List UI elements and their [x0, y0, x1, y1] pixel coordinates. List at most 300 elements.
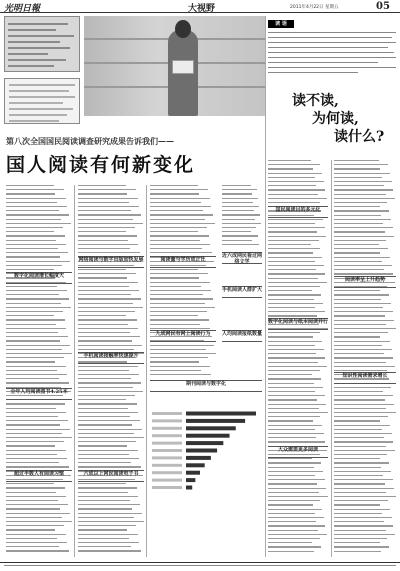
text-line [222, 185, 251, 186]
left-table [4, 78, 80, 124]
text-line [6, 454, 57, 455]
text-line [6, 244, 66, 245]
text-line [6, 332, 58, 333]
text-line [6, 374, 67, 375]
text-line [78, 269, 126, 270]
text-line [78, 429, 142, 430]
text-line [78, 315, 126, 316]
text-line [334, 252, 380, 253]
bar-label [152, 412, 182, 415]
subhead-14: 数字化阅读与纸本阅读并行 [268, 318, 328, 330]
text-line [268, 173, 322, 174]
text-line [78, 534, 138, 535]
book-icon [172, 60, 194, 74]
text-line [268, 525, 325, 526]
text-line [150, 223, 215, 224]
text-line [268, 517, 324, 518]
text-line [334, 336, 380, 337]
text-line [268, 362, 318, 363]
text-line [268, 387, 323, 388]
text-line [6, 198, 66, 199]
text-line [78, 248, 130, 249]
text-line [268, 252, 313, 253]
text-line [334, 517, 392, 518]
text-line [268, 240, 319, 241]
text-line [268, 282, 327, 283]
text-line [334, 458, 380, 459]
bar-label [152, 442, 182, 445]
text-line [268, 441, 325, 442]
text-line [334, 500, 388, 501]
text-line [334, 546, 389, 547]
text-line [150, 273, 208, 274]
text-line [334, 399, 385, 400]
text-line [78, 370, 129, 371]
text-line [268, 425, 322, 426]
text-line [268, 181, 324, 182]
text-line [334, 551, 381, 552]
text-line [268, 378, 321, 379]
text-line [268, 513, 315, 514]
text-line [334, 542, 380, 543]
slogan-line-2: 为何读, [312, 111, 359, 127]
text-line [78, 307, 143, 308]
text-line [268, 408, 319, 409]
text-line [334, 307, 383, 308]
reading-photo [84, 16, 266, 116]
text-line [6, 546, 59, 547]
text-line [6, 424, 60, 425]
text-line [334, 454, 387, 455]
text-line [334, 173, 390, 174]
text-line [268, 194, 318, 195]
text-line [150, 328, 210, 329]
text-line [150, 311, 207, 312]
text-line [334, 429, 382, 430]
bar [186, 441, 223, 445]
text-line [334, 425, 390, 426]
text-line [6, 500, 58, 501]
text-line [334, 219, 391, 220]
text-line [334, 185, 384, 186]
text-line [78, 412, 138, 413]
text-line [268, 383, 314, 384]
text-column-6 [334, 160, 396, 556]
text-line [78, 311, 135, 312]
text-line [78, 403, 137, 404]
text-line [6, 525, 64, 526]
text-line [6, 311, 63, 312]
text-line [334, 441, 393, 442]
text-line [78, 437, 144, 438]
text-line [268, 551, 314, 552]
text-line [6, 433, 62, 434]
text-line [6, 294, 59, 295]
text-line [268, 265, 324, 266]
text-line [268, 429, 315, 430]
text-line [78, 219, 133, 220]
text-line [78, 206, 139, 207]
text-line [78, 420, 140, 421]
text-line [150, 202, 201, 203]
text-line [334, 206, 380, 207]
text-line [6, 248, 58, 249]
bar-label [152, 456, 182, 459]
text-line [334, 261, 382, 262]
text-line [78, 244, 138, 245]
text-line [6, 315, 54, 316]
text-line [268, 496, 328, 497]
bar-label [152, 434, 182, 437]
subhead-1: 数字化阅读增长幅度大 [6, 272, 72, 284]
text-line [222, 198, 258, 199]
text-line [268, 219, 323, 220]
text-line [6, 521, 72, 522]
text-line [334, 509, 390, 510]
page-number: 05 [376, 1, 390, 12]
text-line [268, 286, 320, 287]
bar [186, 426, 236, 430]
text-line [334, 265, 392, 266]
text-line [6, 450, 66, 451]
text-line [6, 445, 55, 446]
text-line [268, 420, 313, 421]
text-line [334, 332, 388, 333]
subhead-3: 超过半数人有阅读习惯 [6, 470, 72, 482]
text-line [6, 517, 62, 518]
text-line [150, 294, 203, 295]
text-line [268, 202, 320, 203]
text-line [150, 252, 212, 253]
quote-box [268, 20, 396, 84]
text-line [268, 395, 325, 396]
subhead-8: 九成网民有网上阅读行为 [150, 330, 216, 342]
subhead-17: 知识性阅读需求增长 [334, 372, 396, 384]
text-line [6, 290, 67, 291]
text-line [6, 193, 55, 194]
text-line [150, 319, 209, 320]
bar-label [152, 464, 182, 467]
text-line [334, 387, 391, 388]
slogan-line-3: 读什么? [334, 129, 385, 145]
text-line [78, 298, 141, 299]
text-line [268, 374, 312, 375]
text-line [78, 454, 129, 455]
text-line [150, 210, 203, 211]
text-line [334, 303, 391, 304]
text-line [78, 252, 140, 253]
text-line [268, 278, 318, 279]
text-line [268, 231, 317, 232]
text-line [268, 307, 315, 308]
text-line [334, 345, 382, 346]
text-line [268, 370, 320, 371]
text-line [78, 324, 128, 325]
text-line [78, 391, 143, 392]
text-line [6, 437, 72, 438]
text-line [78, 290, 139, 291]
bar-label [152, 486, 182, 489]
subhead-2: 全年人均阅读图书4.25本 [6, 388, 72, 400]
text-line [78, 282, 138, 283]
text-line [6, 550, 69, 551]
text-line [6, 492, 56, 493]
text-line [334, 231, 385, 232]
text-line [334, 404, 394, 405]
text-column-2 [78, 185, 144, 555]
text-line [334, 194, 386, 195]
text-line [6, 336, 68, 337]
subhead-11: 人均阅读报纸数量 [222, 330, 262, 342]
text-line [6, 378, 59, 379]
text-line [6, 370, 57, 371]
text-line [268, 437, 316, 438]
text-line [268, 530, 318, 531]
text-line [222, 244, 259, 245]
text-line [334, 492, 386, 493]
text-line [334, 248, 388, 249]
text-line [6, 214, 69, 215]
text-line [6, 408, 56, 409]
text-line [150, 269, 198, 270]
text-line [334, 525, 393, 526]
text-line [6, 513, 70, 514]
text-line [78, 286, 129, 287]
text-line [334, 446, 386, 447]
text-line [78, 277, 127, 278]
text-line [334, 462, 389, 463]
text-line [268, 257, 322, 258]
text-line [78, 303, 133, 304]
text-line [268, 500, 320, 501]
text-line [268, 458, 312, 459]
text-line [150, 374, 211, 375]
text-line [334, 450, 395, 451]
text-line [334, 513, 382, 514]
text-line [268, 366, 327, 367]
text-line [334, 202, 387, 203]
text-line [150, 353, 216, 354]
text-line [150, 282, 210, 283]
text-line [222, 189, 257, 190]
text-line [334, 168, 380, 169]
text-line [6, 361, 55, 362]
text-line [78, 240, 128, 241]
text-line [334, 416, 388, 417]
text-line [6, 240, 56, 241]
text-line [268, 168, 313, 169]
section-title: 大视野 [188, 4, 216, 14]
text-line [222, 214, 260, 215]
text-line [150, 206, 211, 207]
text-line [78, 508, 132, 509]
subhead-16: 阅读率呈上升趋势 [334, 276, 396, 288]
text-line [78, 273, 136, 274]
text-line [268, 475, 315, 476]
text-line [78, 462, 131, 463]
text-line [6, 466, 69, 467]
text-line [268, 357, 325, 358]
bar [186, 456, 211, 460]
text-line [78, 408, 128, 409]
text-line [222, 231, 251, 232]
text-line [78, 538, 129, 539]
text-line [78, 483, 126, 484]
text-line [78, 517, 134, 518]
text-line [334, 420, 380, 421]
text-line [268, 227, 325, 228]
text-line [268, 303, 323, 304]
text-line [268, 349, 324, 350]
text-line [78, 450, 138, 451]
text-line [334, 189, 393, 190]
text-line [78, 374, 139, 375]
text-line [334, 320, 394, 321]
text-line [150, 345, 214, 346]
text-line [150, 193, 199, 194]
text-line [78, 227, 135, 228]
text-line [268, 492, 319, 493]
text-line [222, 202, 253, 203]
left-graphic-panel [4, 16, 80, 126]
text-line [6, 529, 55, 530]
bar-label [152, 471, 182, 474]
text-line [150, 219, 205, 220]
text-line [150, 240, 200, 241]
text-line [334, 315, 385, 316]
text-line [78, 492, 128, 493]
text-line [150, 189, 208, 190]
text-line [6, 441, 64, 442]
quote-label: 读 语 [268, 20, 294, 28]
text-line [150, 298, 213, 299]
text-line [78, 349, 134, 350]
text-line [78, 382, 141, 383]
text-line [150, 185, 198, 186]
text-line [78, 496, 138, 497]
bar [186, 434, 230, 438]
text-line [268, 236, 326, 237]
text-line [222, 210, 254, 211]
text-line [268, 273, 325, 274]
text-line [78, 542, 139, 543]
text-line [334, 467, 381, 468]
text-line [268, 534, 327, 535]
text-line [268, 198, 327, 199]
text-line [150, 366, 210, 367]
text-line [6, 534, 66, 535]
text-line [78, 214, 141, 215]
text-line [6, 185, 54, 186]
text-line [78, 198, 138, 199]
text-line [78, 193, 127, 194]
text-line [150, 227, 207, 228]
text-line [78, 458, 139, 459]
text-line [268, 315, 317, 316]
text-line [6, 227, 63, 228]
text-line [334, 521, 384, 522]
text-line [6, 256, 60, 257]
text-line [6, 353, 72, 354]
bar [186, 478, 195, 482]
masthead [0, 0, 400, 13]
text-line [222, 235, 258, 236]
text-line [268, 467, 314, 468]
text-line [6, 349, 62, 350]
text-line [78, 378, 131, 379]
text-line [78, 424, 132, 425]
bar [186, 463, 205, 467]
text-line [268, 483, 317, 484]
text-line [268, 311, 325, 312]
text-line [268, 433, 324, 434]
text-line [268, 509, 322, 510]
text-line [334, 483, 385, 484]
text-line [78, 550, 141, 551]
text-line [78, 202, 129, 203]
left-figure [4, 16, 80, 72]
text-line [268, 269, 316, 270]
text-line [268, 345, 315, 346]
text-line [268, 294, 321, 295]
subhead-6: 六成以上网民阅读电子书 [78, 470, 144, 482]
text-line [78, 445, 127, 446]
text-line [268, 189, 325, 190]
text-line [268, 223, 315, 224]
bar-label [152, 427, 182, 430]
text-line [6, 324, 56, 325]
text-line [78, 466, 141, 467]
text-line [268, 177, 315, 178]
subhead-5: 手机阅读接触率快速提升 [78, 352, 144, 364]
text-line [6, 345, 70, 346]
text-line [334, 227, 393, 228]
text-line [334, 299, 381, 300]
text-line [6, 357, 64, 358]
text-line [78, 416, 130, 417]
page-footer [0, 562, 400, 571]
subhead-9: 近六成网民看过网络文学 [222, 253, 263, 265]
text-line [334, 236, 394, 237]
text-line [268, 504, 313, 505]
text-line [268, 353, 316, 354]
text-line [78, 395, 135, 396]
text-line [268, 332, 320, 333]
text-line [6, 328, 66, 329]
text-line [334, 164, 388, 165]
bar-label [152, 479, 182, 482]
text-line [6, 210, 59, 211]
text-line [268, 546, 321, 547]
text-line [334, 328, 396, 329]
text-line [78, 328, 138, 329]
text-line [6, 483, 54, 484]
text-line [6, 265, 62, 266]
text-line [78, 487, 137, 488]
text-line [334, 395, 393, 396]
text-line [150, 277, 199, 278]
text-line [222, 240, 252, 241]
text-line [334, 215, 381, 216]
text-line [334, 273, 393, 274]
bar-label [152, 419, 182, 422]
text-line [78, 433, 134, 434]
text-line [78, 189, 136, 190]
text-line [268, 391, 315, 392]
text-line [334, 391, 383, 392]
text-line [6, 487, 65, 488]
text-line [268, 538, 320, 539]
